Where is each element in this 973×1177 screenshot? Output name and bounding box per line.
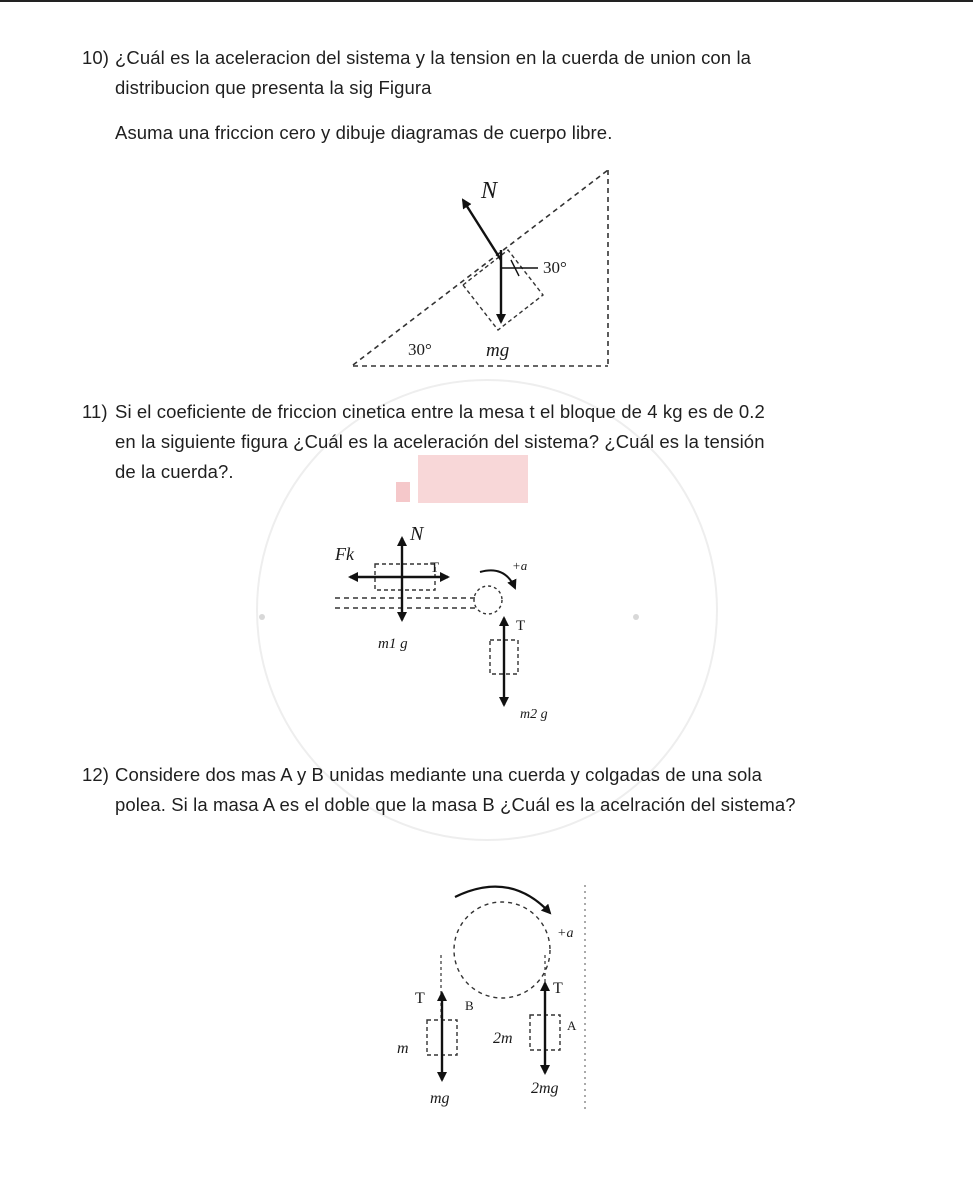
acceleration-label: +a <box>512 558 528 573</box>
angle-base-label: 30° <box>408 340 432 359</box>
normal-label: N <box>481 178 498 204</box>
table-pulley-diagram <box>330 520 580 730</box>
weight-2-label: m2 g <box>520 707 548 722</box>
question-text-line: Asuma una friccion cero y dibuje diagramas de cuerpo libre. <box>115 122 613 143</box>
question-text-line: distribucion que presenta la sig Figura <box>115 77 432 98</box>
normal-label: N <box>410 523 424 545</box>
question-text-line: ¿Cuál es la aceleracion del sistema y la tension en la cuerda de union con la <box>115 47 752 68</box>
angle-top-label: 30° <box>543 258 567 277</box>
question-text-line: de la cuerda?. <box>115 461 234 482</box>
incline-svg <box>333 160 633 375</box>
question-number: 11) <box>82 401 108 422</box>
weight-right-label: 2mg <box>531 1080 559 1097</box>
weight-1-label: m1 g <box>378 636 408 652</box>
weight-left-label: mg <box>430 1090 450 1107</box>
mass-right-label: 2m <box>493 1030 513 1047</box>
acceleration-label: +a <box>557 926 574 941</box>
incline-diagram <box>333 160 633 375</box>
label-a: A <box>567 1018 577 1033</box>
label-b: B <box>465 998 474 1013</box>
friction-label: Fk <box>335 544 354 564</box>
acceleration-arrow <box>455 887 550 913</box>
acceleration-arrow <box>480 570 515 588</box>
question-text-line: polea. Si la masa A es el doble que la masa B ¿Cuál es la acelración del sistema? <box>115 794 796 815</box>
question-number: 12) <box>82 764 110 785</box>
tension-2-label: T <box>516 618 526 634</box>
tension-right-label: T <box>553 980 563 997</box>
atwood-diagram <box>375 875 615 1115</box>
mass-left-label: m <box>397 1040 409 1057</box>
table-pulley-svg <box>330 520 580 730</box>
normal-force-arrow <box>463 200 501 260</box>
question-text-line: Si el coeficiente de friccion cinetica entre la mesa t el bloque de 4 kg es de 0.2 <box>115 401 765 422</box>
tension-1-label: T <box>430 560 440 576</box>
pulley <box>454 902 550 998</box>
pulley <box>474 586 502 614</box>
atwood-svg <box>375 875 615 1115</box>
question-number: 10) <box>82 47 110 68</box>
question-text-line: en la siguiente figura ¿Cuál es la aceleración del sistema? ¿Cuál es la tensión <box>115 431 765 452</box>
question-text-line: Considere dos mas A y B unidas mediante una cuerda y colgadas de una sola <box>115 764 762 785</box>
tension-left-label: T <box>415 990 425 1007</box>
weight-label: mg <box>486 340 510 361</box>
block <box>463 250 543 330</box>
